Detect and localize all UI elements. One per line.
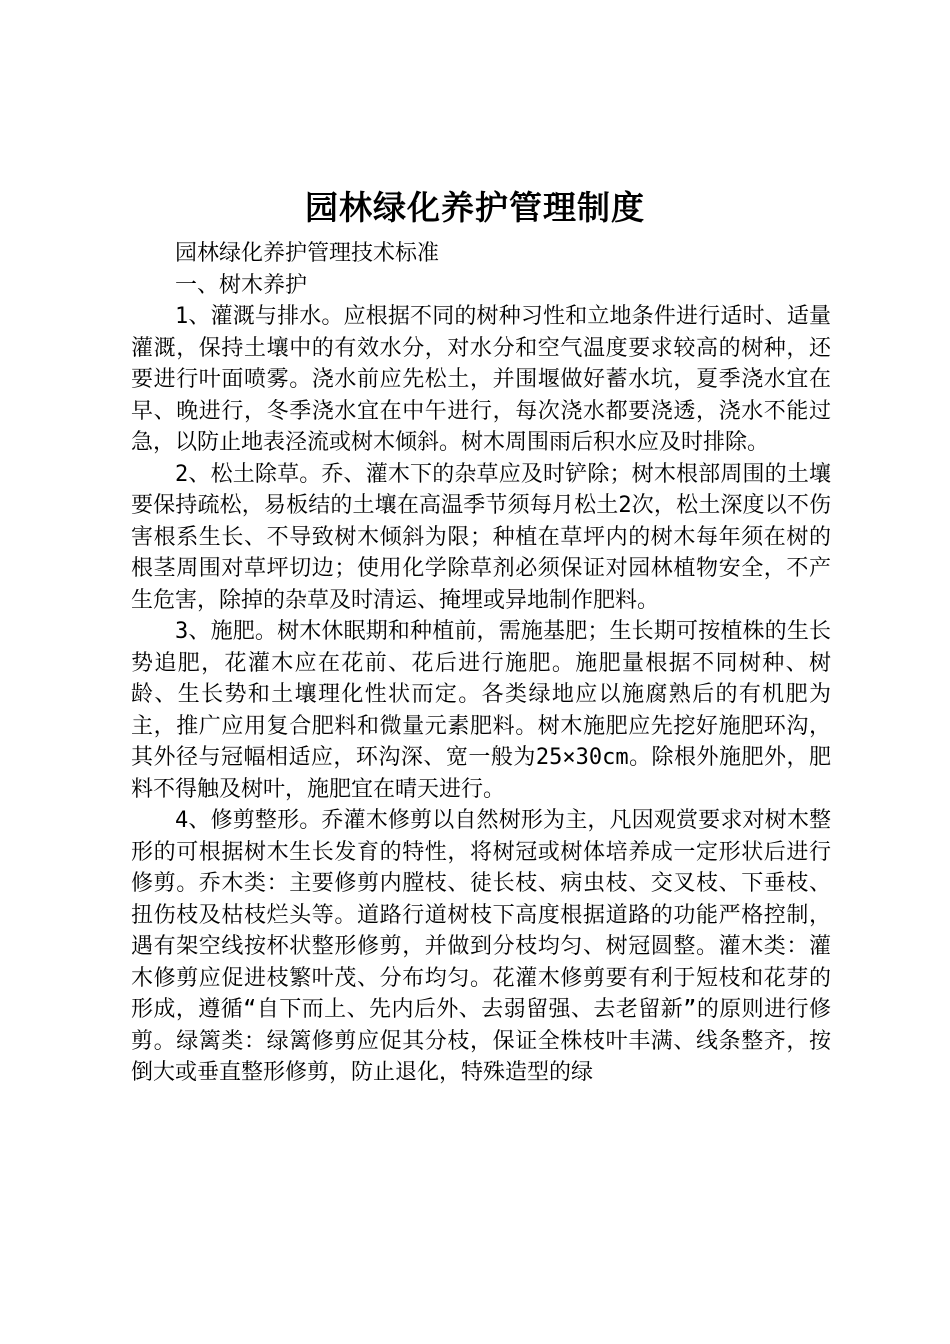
paragraph-pruning: 4、修剪整形。乔灌木修剪以自然树形为主，凡因观赏要求对树木整形的可根据树木生长发育的特性，将树冠或树体培养成一定形状后进行修剪。乔木类：主要修剪内膛枝、徒长枝、病虫枝、交叉枝、下垂枝、扭伤枝及枯枝烂头等。道路行道树枝下高度根据道路的功能严格控制，遇有架空线按杯状整形修剪，并做到分枝均匀、树冠圆整。灌木类：灌木修剪应促进枝繁叶茂、分布均匀。花灌木修剪要有利于短枝和花芽的形成，遵循“自下而上、先内后外、去弱留强、去老留新”的原则进行修剪。绿篱类：绿篱修剪应促其分枝，保证全株枝叶丰满、线条整齐，按倒大或垂直整形修剪，防止退化，特殊造型的绿 [131, 808, 831, 1085]
subtitle-line: 园林绿化养护管理技术标准 [175, 241, 440, 266]
document-title: 园林绿化养护管理制度 [305, 188, 645, 227]
section-heading: 一、树木养护 [175, 272, 308, 298]
paragraph-irrigation: 1、灌溉与排水。应根据不同的树种习性和立地条件进行适时、适量灌溉，保持土壤中的有效水分，对水分和空气温度要求较高的树种，还要进行叶面喷雾。浇水前应先松土，并围堰做好蓄水坑，夏季浇水宜在早、晚进行，冬季浇水宜在中午进行，每次浇水都要浇透，浇水不能过急，以防止地表泾流或树木倾斜。树木周围雨后积水应及时排除。 [131, 304, 831, 455]
paragraph-weeding: 2、松土除草。乔、灌木下的杂草应及时铲除；树木根部周围的土壤要保持疏松，易板结的土壤在高温季节须每月松土2次，松土深度以不伤害根系生长、不导致树木倾斜为限；种植在草坪内的树木每年须在树的根茎周围对草坪切边；使用化学除草剂必须保证对园林植物安全，不产生危害，除掉的杂草及时清运、掩埋或异地制作肥料。 [131, 461, 831, 613]
paragraph-fertilizing: 3、施肥。树木休眠期和种植前，需施基肥；生长期可按植株的生长势追肥，花灌木应在花前、花后进行施肥。施肥量根据不同树种、树龄、生长势和土壤理化性状而定。各类绿地应以施腐熟后的有机肥为主，推广应用复合肥料和微量元素肥料。树木施肥应先挖好施肥环沟，其外径与冠幅相适应，环沟深、宽一般为25×30cm。除根外施肥外，肥料不得触及树叶，施肥宜在晴天进行。 [131, 619, 831, 802]
document-body [131, 238, 831, 1089]
